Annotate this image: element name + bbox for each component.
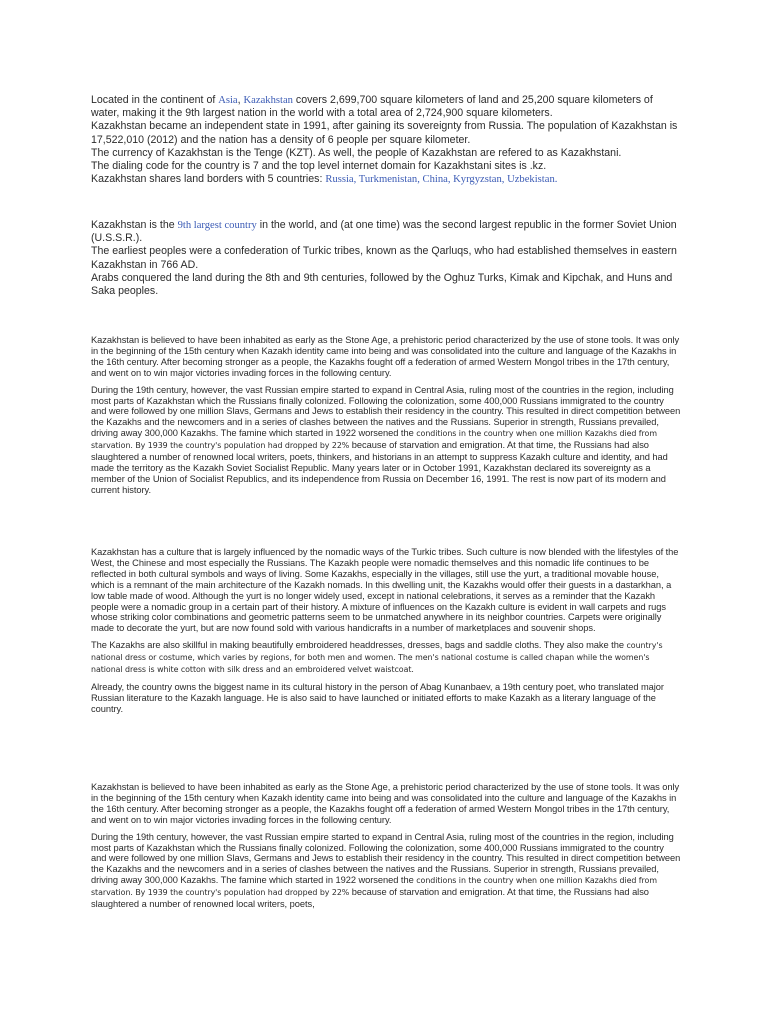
paragraph-dialing-code: The dialing code for the country is 7 and the top level internet domain for Kazakhstani sites is .kz. <box>91 160 547 173</box>
link-9th-largest-country[interactable]: 9th largest country <box>177 220 257 231</box>
text: covers 2,699,700 square kilometers of land and 25,200 square kilometers of water, making it the 9th largest nation in the world with a total area of 2,724,900 square kilometers. <box>91 94 653 120</box>
section-history-repeat <box>91 782 681 910</box>
link-kyrgyzstan[interactable]: Kyrgyzstan <box>453 174 502 186</box>
paragraph-largest-country <box>91 219 681 245</box>
link-china[interactable]: China <box>422 174 448 186</box>
paragraph-stone-age: Kazakhstan is believed to have been inhabited as early as the Stone Age, a prehistoric period characterized by the use of stone tools. It was only in the beginning of the 15th century when Kazakh identity came into being and was consolidated into the culture and language of the Kazakhs in the 16th century. After becoming stronger as a people, the Kazakhs fought off a federation of armed Western Mongol tribes in the 17th century, and went on to win major victories invading forces in the following century. <box>91 335 680 378</box>
paragraph-russian-empire <box>91 385 681 496</box>
text: conditions in the country when one million Kazakhs died from starvation. By 1939 the country's population had dropped by 22% <box>91 876 657 898</box>
paragraph-earliest-peoples: The earliest peoples were a confederation of Turkic tribes, known as the Qarluqs, who had established themselves in eastern Kazakhstan in 766 AD. <box>91 245 677 271</box>
text: . <box>554 174 558 186</box>
text: because of starvation and emigration. At that time, the Russians had also slaughtered a number of renowned local writers, poets, thinkers, and historians in an attempt to suppress Kazakh culture and identity, and had made the territory as the Kazakh Soviet Socialist Republic. Many years later or in October 1991, Kazakhstan declared its sovereignty as a member of the Union of Socialist Republics, and its independence from Russia on December 16, 1991. The rest is now part of its modern and current history. <box>91 440 668 495</box>
link-turkmenistan[interactable]: Turkmenistan <box>358 174 418 186</box>
paragraph-borders: Kazakhstan shares land borders with 5 countries: Russia, Turkmenistan, China, Kyrgyzstan, Uzbekistan. <box>91 173 558 186</box>
text: in the world, and (at one time) was the second largest republic in the former Soviet Union (U.S.S.R.). <box>91 219 677 245</box>
text: country's national dress or costume, which varies by regions, for both men and women. The men's national costume is called chapan while the women's national dress is white cotton with silk dress and an embroidered velvet waistcoat. <box>91 641 663 675</box>
text: Kazakhstan is the <box>91 219 178 231</box>
text: During the 19th century, however, the vast Russian empire started to expand in Central Asia, ruling most of the countries in the region, including most parts of Kazakhstan which the Russians finally colonized. Following the colonization, some 400,000 Russians immigrated to the country and were followed by one million Slavs, Germans and Jews to establish their residency in the country. This resulted in direct competition between the Kazakhs and the newcomers and in a series of clashes between the natives and the Russians. Superior in strength, Russians prevailed, driving away 300,000 Kazakhs. The famine which started in 1922 worsened the <box>91 831 681 886</box>
paragraph-arab-conquest: Arabs conquered the land during the 8th and 9th centuries, followed by the Oghuz Turks, Kimak and Kipchak, and Huns and Saka peoples. <box>91 271 673 298</box>
paragraph-independence: Kazakhstan became an independent state in 1991, after gaining its sovereignty from Russia. The population of Kazakhstan is 17,522,010 (2012) and the nation has a density of 6 people per square kilometer. <box>91 120 678 146</box>
text: because of starvation and emigration. At that time, the Russians had also slaughtered a number of renowned local writers, poets, <box>91 887 649 910</box>
section-overview <box>91 94 681 186</box>
paragraph-abag-kunanbaev: Already, the country owns the biggest name in its cultural history in the person of Abag Kunanbaev, a 19th century poet, who translated major Russian literature to the Kazakh language. He is also said to have launched or initiated efforts to make Kazakh as a literary language of the country. <box>91 681 664 714</box>
text: During the 19th century, however, the vast Russian empire started to expand in Central Asia, ruling most of the countries in the region, including most parts of Kazakhstan which the Russians finally colonized. Following the colonization, some 400,000 Russians immigrated to the country and were followed by one million Slavs, Germans and Jews to establish their residency in the country. This resulted in direct competition between the Kazakhs and the newcomers and in a series of clashes between the natives and the Russians. Superior in strength, Russians prevailed, driving away 300,000 Kazakhs. The famine which started in 1922 worsened the <box>91 384 681 439</box>
text: , <box>237 94 244 106</box>
link-asia[interactable]: Asia <box>218 95 238 106</box>
paragraph-stone-age-repeat: Kazakhstan is believed to have been inhabited as early as the Stone Age, a prehistoric period characterized by the use of stone tools. It was only in the beginning of the 15th century when Kazakh identity came into being and was consolidated into the culture and language of the Kazakhs in the 16th century. After becoming stronger as a people, the Kazakhs fought off a federation of armed Western Mongol tribes in the 17th century, and went on to win major victories invading forces in the following century. <box>91 782 680 825</box>
paragraph-culture: Kazakhstan has a culture that is largely influenced by the nomadic ways of the Turkic tribes. Such culture is now blended with the lifestyles of the West, the Chinese and most especially the Russians. The Kazakh people were nomadic themselves and this nomadic life continues to be reflected in both cultural symbols and ways of living. Some Kazakhs, especially in the villages, still use the yurt, a traditional movable house, which is a remnant of the main architecture of the Kazakh nomads. In this dwelling unit, the Kazakhs would offer their guests in a dastarkhan, a low table made of wood. Although the yurt is no longer widely used, except in national celebrations, it serves as a reminder that the Kazakh people were a nomadic group in a certain part of their history. A mixture of influences on the Kazakh culture is evident in wall carpets and rugs whose striking color combinations and geometric patterns seem to be unmatched anywhere in its neighbor countries. Carpets were originally made to decorate the yurt, but are now found sold with various handicrafts in a number of marketplaces and souvenir shops. <box>91 547 679 634</box>
link-uzbekistan[interactable]: Uzbekistan <box>507 174 555 186</box>
paragraph-russian-empire-repeat <box>91 832 681 910</box>
paragraph-location <box>91 94 681 120</box>
text: Located in the continent of <box>91 94 219 106</box>
text: Kazakhstan shares land borders with 5 countries: <box>91 173 326 186</box>
link-russia[interactable]: Russia <box>325 174 354 186</box>
paragraph-crafts <box>91 640 681 676</box>
section-history-summary <box>91 219 681 298</box>
paragraph-currency: The currency of Kazakhstan is the Tenge (KZT). As well, the people of Kazakhstan are refered to as Kazakhstani. <box>91 146 622 159</box>
section-culture <box>91 547 681 715</box>
link-kazakhstan[interactable]: Kazakhstan <box>243 95 293 106</box>
text: The Kazakhs are also skillful in making beautifully embroidered headdresses, dresses, bags and saddle cloths. They also make the <box>91 640 624 651</box>
text: conditions in the country when one million Kazakhs died from starvation. By 1939 the country's population had dropped by 22% <box>91 429 657 451</box>
section-history <box>91 335 681 496</box>
